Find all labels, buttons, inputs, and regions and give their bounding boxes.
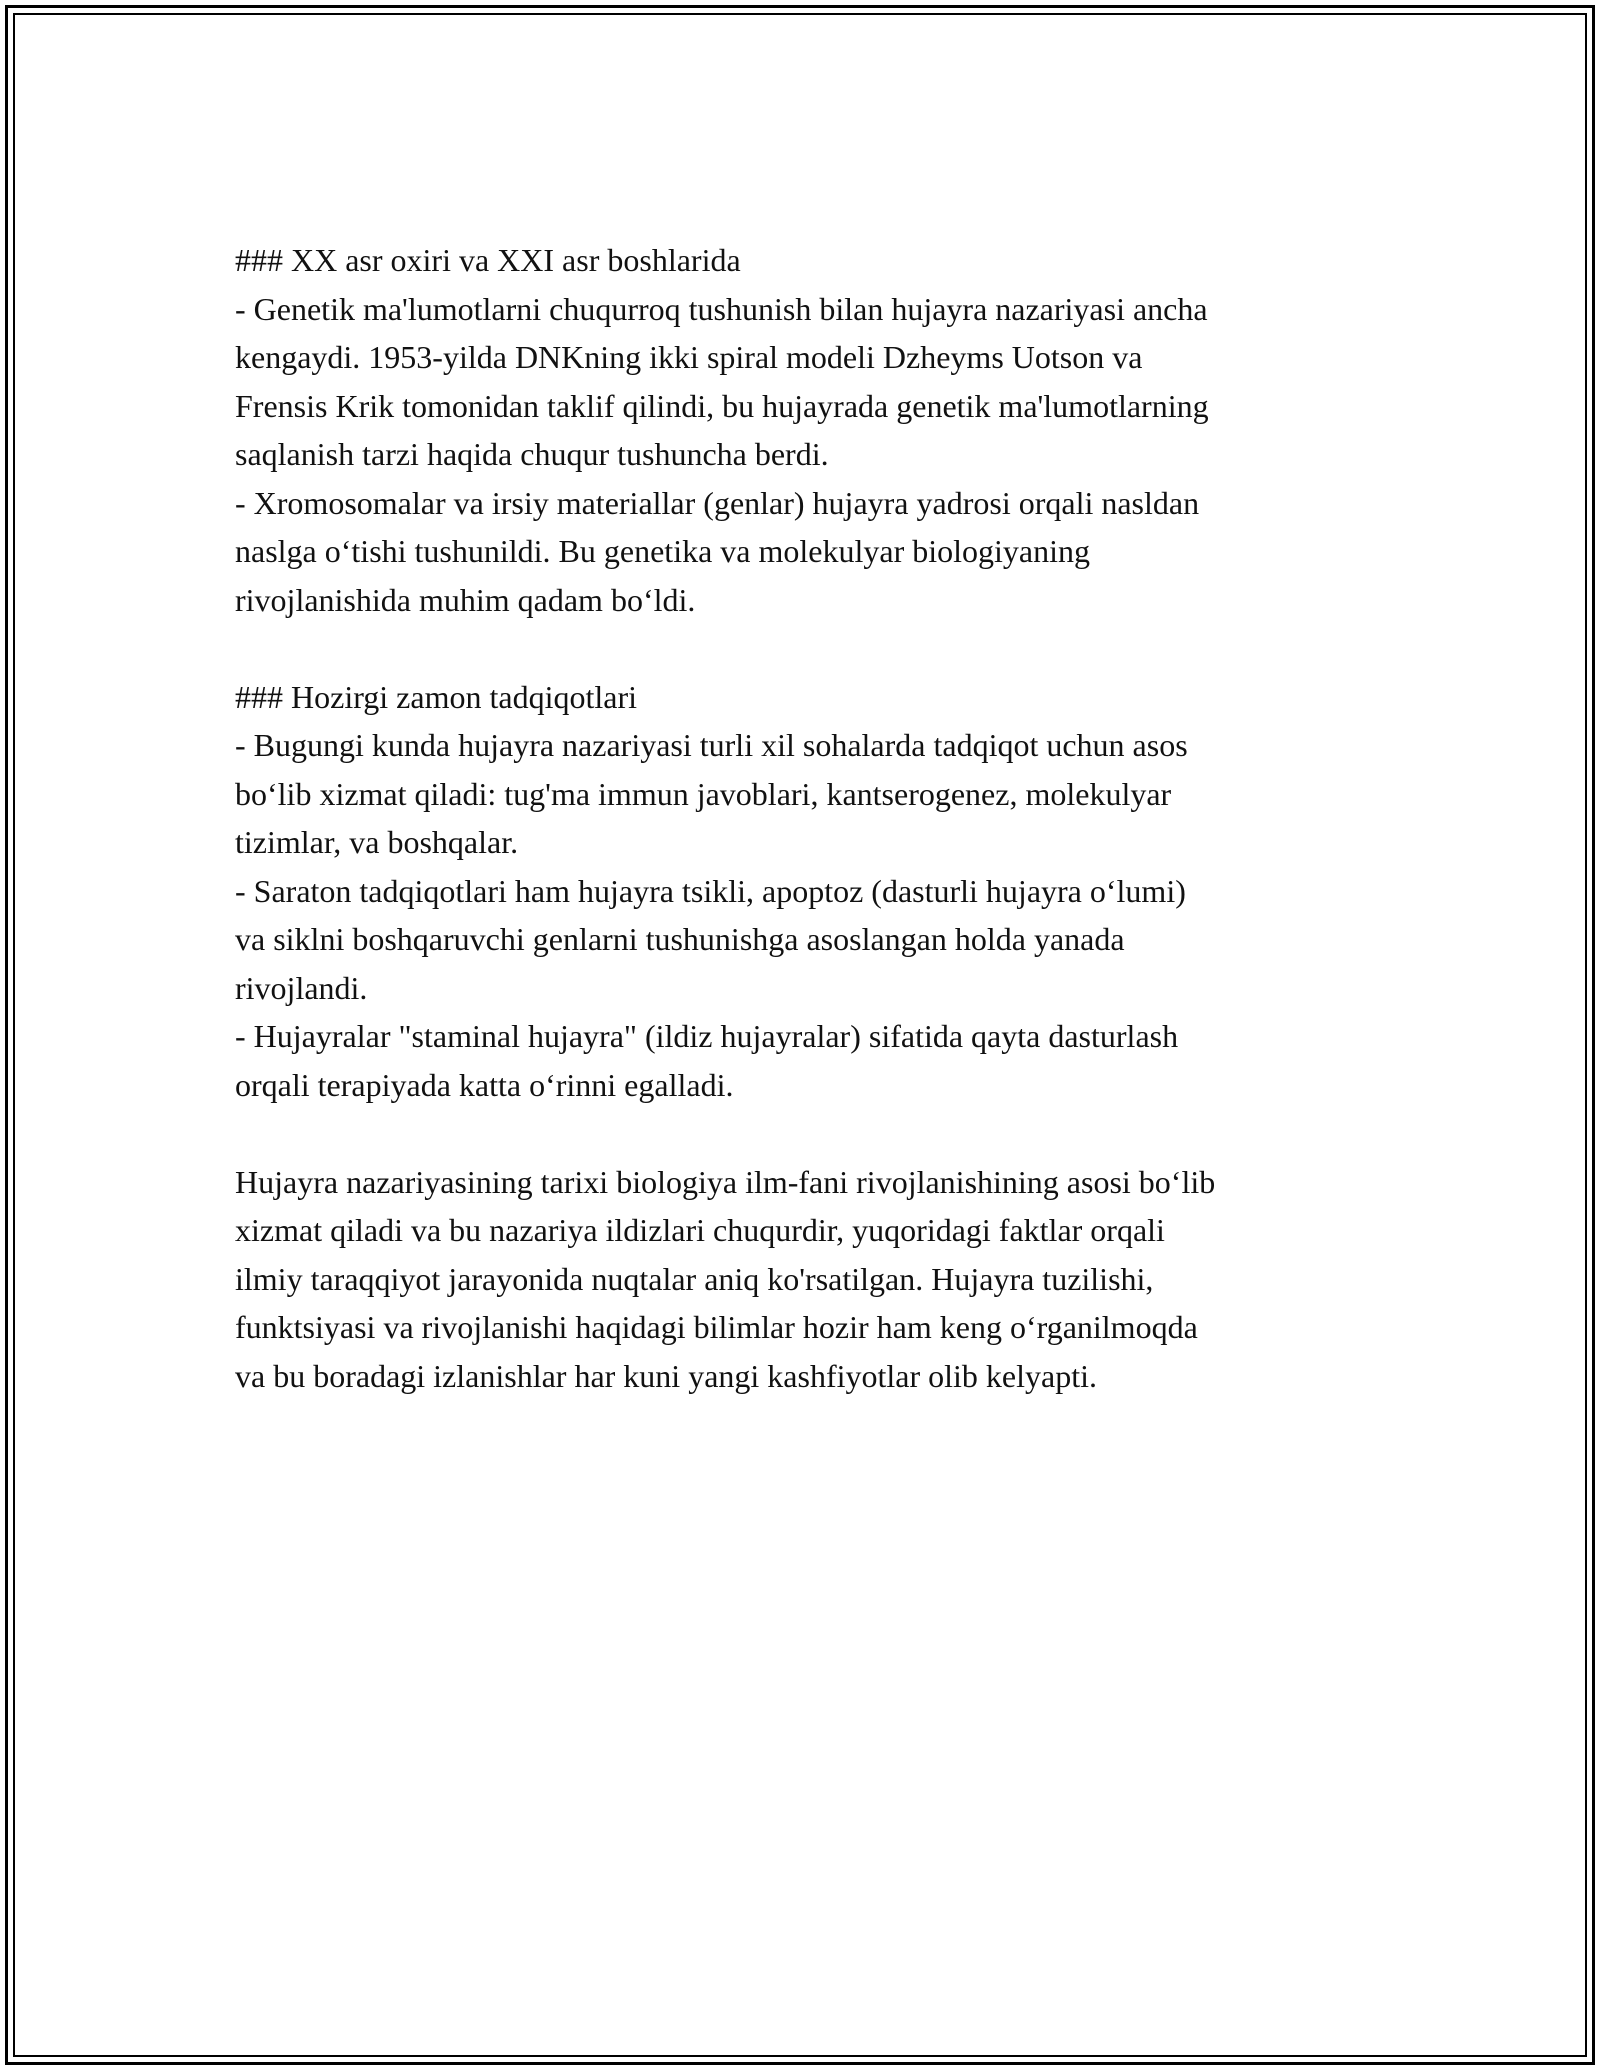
paragraph-gap xyxy=(235,624,1385,673)
conclusion-line: funktsiyasi va rivojlanishi haqidagi bilimlar hozir ham keng o‘rganilmoqda xyxy=(235,1309,1198,1345)
conclusion-line: Hujayra nazariyasining tarixi biologiya ilm-fani rivojlanishining asosi bo‘lib xyxy=(235,1163,1216,1200)
paragraph-line: bo‘lib xizmat qiladi: tug'ma immun javoblari, kantserogenez, molekulyar xyxy=(235,775,1172,812)
paragraph-line: - Hujayralar "staminal hujayra" (ildiz hujayralar) sifatida qayta dasturlash xyxy=(235,1018,1179,1054)
conclusion-line: ilmiy taraqqiyot jarayonida nuqtalar aniq ko'rsatilgan. Hujayra tuzilishi, xyxy=(235,1260,1154,1297)
section-heading: ### XX asr oxiri va XXI asr boshlarida xyxy=(235,242,741,278)
paragraph-line: naslga o‘tishi tushunildi. Bu genetika va molekulyar biologiyaning xyxy=(235,533,1090,569)
paragraph-line: va siklni boshqaruvchi genlarni tushunishga asoslangan holda yanada xyxy=(235,921,1125,957)
conclusion-line: xizmat qiladi va bu nazariya ildizlari chuqurdir, yuqoridagi faktlar orqali xyxy=(235,1212,1165,1248)
paragraph-line: - Genetik ma'lumotlarni chuqurroq tushunish bilan hujayra nazariyasi ancha xyxy=(235,290,1208,327)
section-heading: ### Hozirgi zamon tadqiqotlari xyxy=(235,678,637,715)
paragraph-line: saqlanish tarzi haqida chuqur tushuncha berdi. xyxy=(235,436,829,472)
paragraph-line: orqali terapiyada katta o‘rinni egalladi. xyxy=(235,1066,734,1103)
paragraph-line: rivojlanishida muhim qadam bo‘ldi. xyxy=(235,581,696,618)
paragraph-line: - Xromosomalar va irsiy materiallar (genlar) hujayra yadrosi orqali nasldan xyxy=(235,484,1200,521)
conclusion-line: va bu boradagi izlanishlar har kuni yangi kashfiyotlar olib kelyapti. xyxy=(235,1357,1097,1394)
paragraph-line: rivojlandi. xyxy=(235,969,368,1006)
paragraph-line: - Saraton tadqiqotlari ham hujayra tsikli, apoptoz (dasturli hujayra o‘lumi) xyxy=(235,872,1186,909)
paragraph-gap xyxy=(235,1109,1385,1158)
paragraph-line: Frensis Krik tomonidan taklif qilindi, bu hujayrada genetik ma'lumotlarning xyxy=(235,387,1209,424)
paragraph-line: - Bugungi kunda hujayra nazariyasi turli xil sohalarda tadqiqot uchun asos xyxy=(235,727,1188,763)
paragraph-line: tizimlar, va boshqalar. xyxy=(235,824,519,860)
paragraph-line: kengaydi. 1953-yilda DNKning ikki spiral modeli Dzheyms Uotson va xyxy=(235,339,1143,375)
document-body xyxy=(235,236,1385,1400)
